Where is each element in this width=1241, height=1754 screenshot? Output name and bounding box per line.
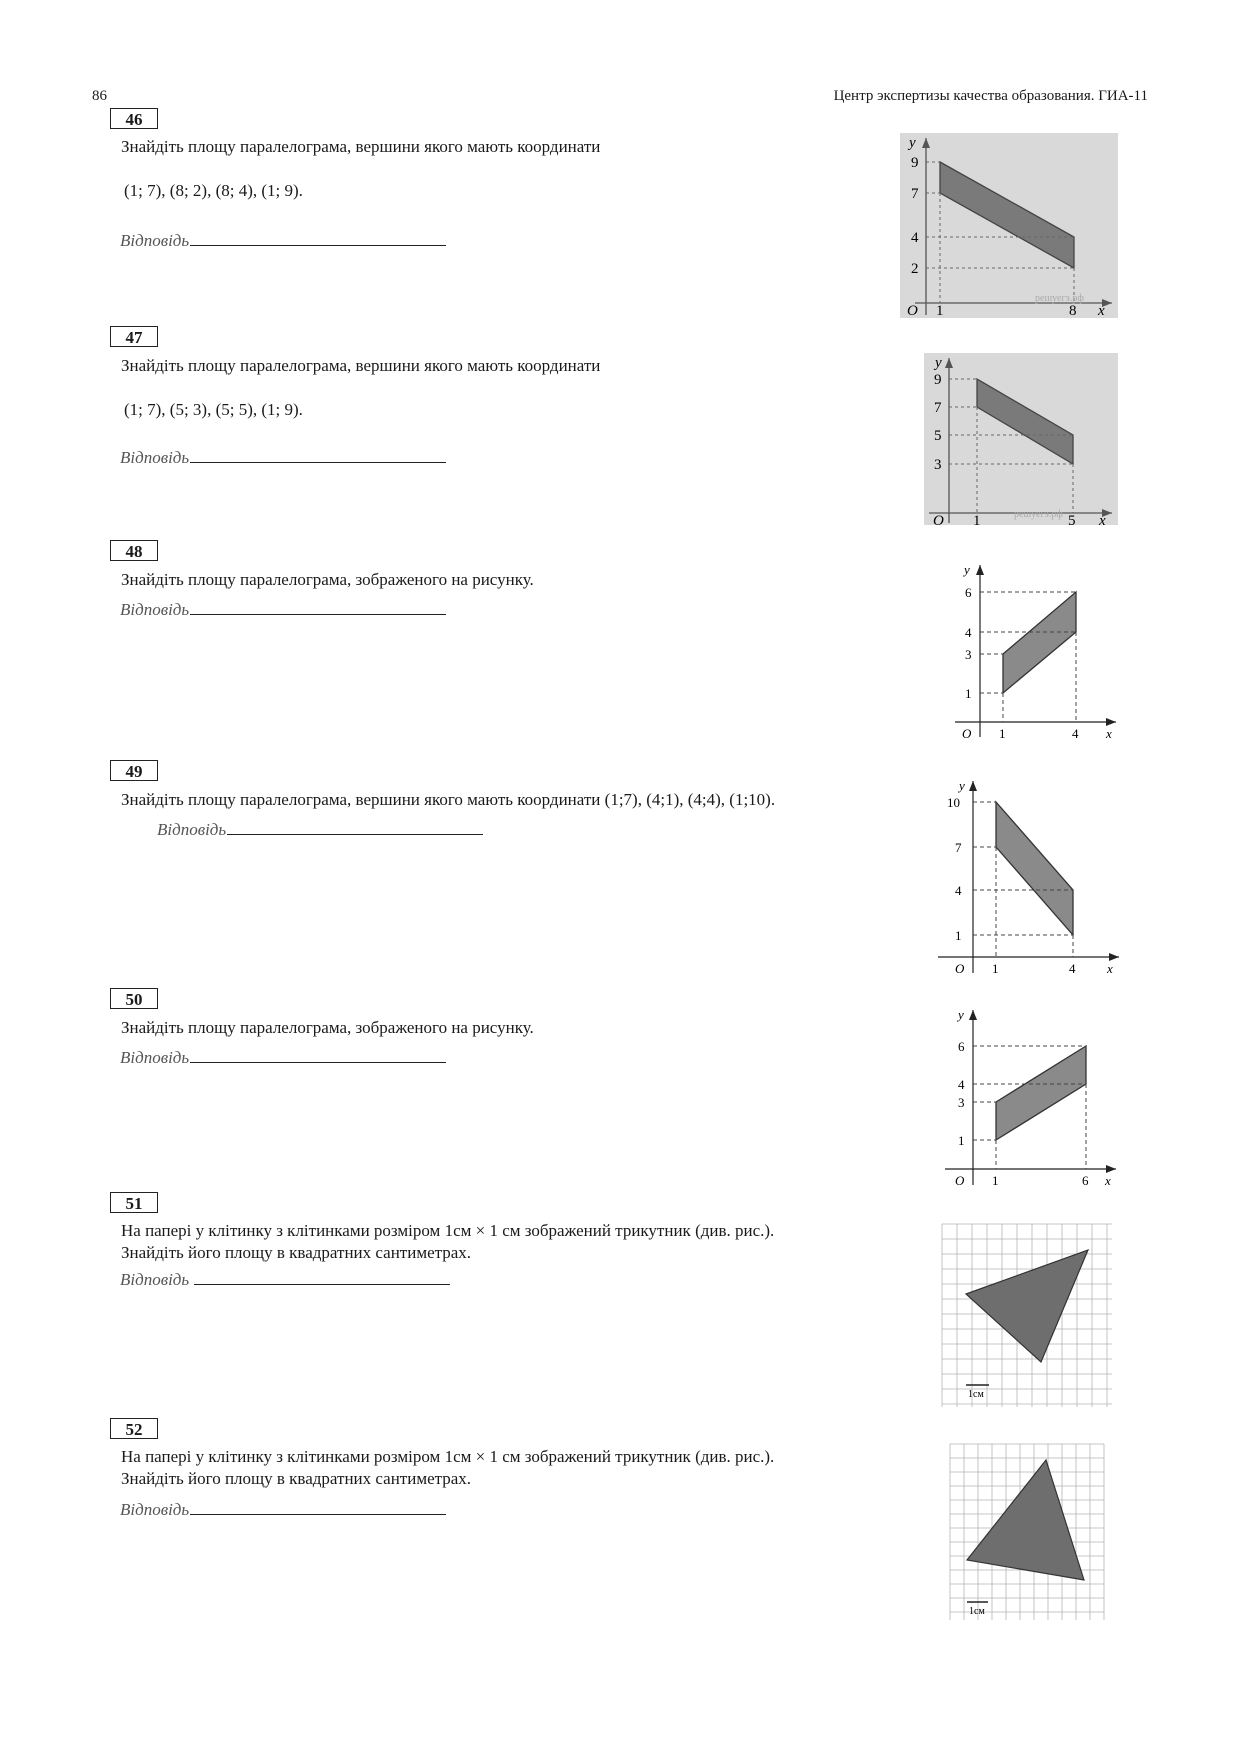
origin-label: O xyxy=(962,726,972,740)
x-tick: 4 xyxy=(1072,726,1079,740)
scale-label: 1см xyxy=(968,1389,984,1400)
answer-line[interactable] xyxy=(190,1497,446,1515)
task-text: Знайдіть площу паралелограма, зображеного на рисунку. xyxy=(121,570,534,589)
task-text: Знайдіть площу паралелограма, вершини якого мають координати xyxy=(121,356,601,375)
y-tick: 6 xyxy=(965,585,972,600)
figure-46 xyxy=(900,133,1118,318)
task-coordinates: (1; 7), (8; 2), (8; 4), (1; 9). xyxy=(124,181,303,200)
y-axis-label: y xyxy=(964,562,970,577)
scale-label: 1см xyxy=(969,1606,985,1617)
answer-label: Відповідь xyxy=(120,1048,190,1067)
watermark: решуегэ.рф xyxy=(1014,509,1063,520)
task-coordinates: (1; 7), (5; 3), (5; 5), (1; 9). xyxy=(124,400,303,419)
answer-line[interactable] xyxy=(194,1267,450,1285)
answer-label: Відповідь xyxy=(120,1500,190,1519)
task-number: 52 xyxy=(110,1418,158,1439)
x-tick: 1 xyxy=(992,961,999,974)
answer-line[interactable] xyxy=(190,228,446,246)
y-tick: 6 xyxy=(958,1039,965,1054)
answer-line[interactable] xyxy=(190,1045,446,1063)
figure-51 xyxy=(940,1222,1115,1409)
task-number: 46 xyxy=(110,108,158,129)
x-axis-label: x xyxy=(1105,1173,1111,1187)
answer-label: Відповідь xyxy=(157,820,227,839)
answer-field[interactable] xyxy=(120,1497,446,1520)
task-number: 48 xyxy=(110,540,158,561)
figure-47 xyxy=(924,353,1118,525)
task-text-line-2: Знайдіть його площу в квадратних сантиметрах. xyxy=(121,1243,472,1262)
origin-label: O xyxy=(907,303,918,318)
answer-field[interactable] xyxy=(120,1045,446,1068)
origin-label: O xyxy=(933,513,944,525)
watermark: решуегэ.рф xyxy=(1035,293,1084,304)
figure-48 xyxy=(950,562,1120,740)
answer-field[interactable] xyxy=(120,228,446,251)
answer-field[interactable] xyxy=(120,597,446,620)
answer-field[interactable] xyxy=(120,1267,450,1290)
x-axis-label: x xyxy=(1098,303,1105,318)
y-tick: 4 xyxy=(955,883,962,898)
answer-line[interactable] xyxy=(227,817,483,835)
y-axis-label: y xyxy=(909,135,916,151)
answer-field[interactable] xyxy=(120,445,446,468)
x-axis-label: x xyxy=(1099,513,1106,525)
x-tick: 6 xyxy=(1082,1173,1089,1187)
task-text: Знайдіть площу паралелограма, вершини якого мають координати (1;7), (4;1), (4;4), (1;10). xyxy=(121,790,776,809)
task-text: Знайдіть площу паралелограма, вершини якого мають координати xyxy=(121,137,601,156)
y-axis-label: y xyxy=(958,1007,964,1022)
answer-field[interactable] xyxy=(157,817,483,840)
task-text-line-1: На папері у клітинку з клітинками розміром 1см × 1 см зображений трикутник (див. рис.). xyxy=(121,1447,775,1466)
y-tick: 4 xyxy=(911,230,919,246)
x-tick: 1 xyxy=(992,1173,999,1187)
y-tick: 3 xyxy=(965,647,972,662)
y-tick: 7 xyxy=(934,400,942,416)
answer-label: Відповідь xyxy=(120,231,190,250)
y-tick: 3 xyxy=(934,457,942,473)
task-number: 50 xyxy=(110,988,158,1009)
y-tick: 1 xyxy=(958,1133,965,1148)
y-axis-label: y xyxy=(935,355,942,371)
answer-label: Відповідь xyxy=(120,1270,190,1289)
x-tick: 1 xyxy=(973,513,981,525)
y-tick: 4 xyxy=(965,625,972,640)
y-axis-label: y xyxy=(959,778,965,793)
task-text-line-2: Знайдіть його площу в квадратних сантиметрах. xyxy=(121,1469,472,1488)
task-number: 47 xyxy=(110,326,158,347)
x-tick: 8 xyxy=(1069,303,1077,318)
running-header: Центр экспертизы качества образования. ГИА-11 xyxy=(833,88,1148,104)
y-tick: 1 xyxy=(965,686,972,701)
y-tick: 2 xyxy=(911,261,919,277)
x-tick: 4 xyxy=(1069,961,1076,974)
answer-line[interactable] xyxy=(190,445,446,463)
task-text: Знайдіть площу паралелограма, зображеного на рисунку. xyxy=(121,1018,534,1037)
answer-line[interactable] xyxy=(190,597,446,615)
x-axis-label: x xyxy=(1107,961,1113,974)
y-tick: 10 xyxy=(947,795,960,810)
y-tick: 3 xyxy=(958,1095,965,1110)
y-tick: 5 xyxy=(934,428,942,444)
x-tick: 1 xyxy=(999,726,1006,740)
origin-label: O xyxy=(955,961,965,974)
page-number: 86 xyxy=(92,88,107,104)
y-tick: 4 xyxy=(958,1077,965,1092)
task-number: 49 xyxy=(110,760,158,781)
y-tick: 7 xyxy=(955,840,962,855)
x-axis-label: x xyxy=(1106,726,1112,740)
y-tick: 1 xyxy=(955,928,962,943)
answer-label: Відповідь xyxy=(120,600,190,619)
figure-49 xyxy=(933,778,1123,974)
task-number: 51 xyxy=(110,1192,158,1213)
y-tick: 7 xyxy=(911,186,919,202)
y-tick: 9 xyxy=(934,372,942,388)
x-tick: 1 xyxy=(936,303,944,318)
x-tick: 5 xyxy=(1068,513,1076,525)
figure-52 xyxy=(948,1442,1108,1622)
origin-label: O xyxy=(955,1173,965,1187)
task-text-line-1: На папері у клітинку з клітинками розміром 1см × 1 см зображений трикутник (див. рис.). xyxy=(121,1221,775,1240)
figure-50 xyxy=(940,1007,1120,1187)
y-tick: 9 xyxy=(911,155,919,171)
answer-label: Відповідь xyxy=(120,448,190,467)
